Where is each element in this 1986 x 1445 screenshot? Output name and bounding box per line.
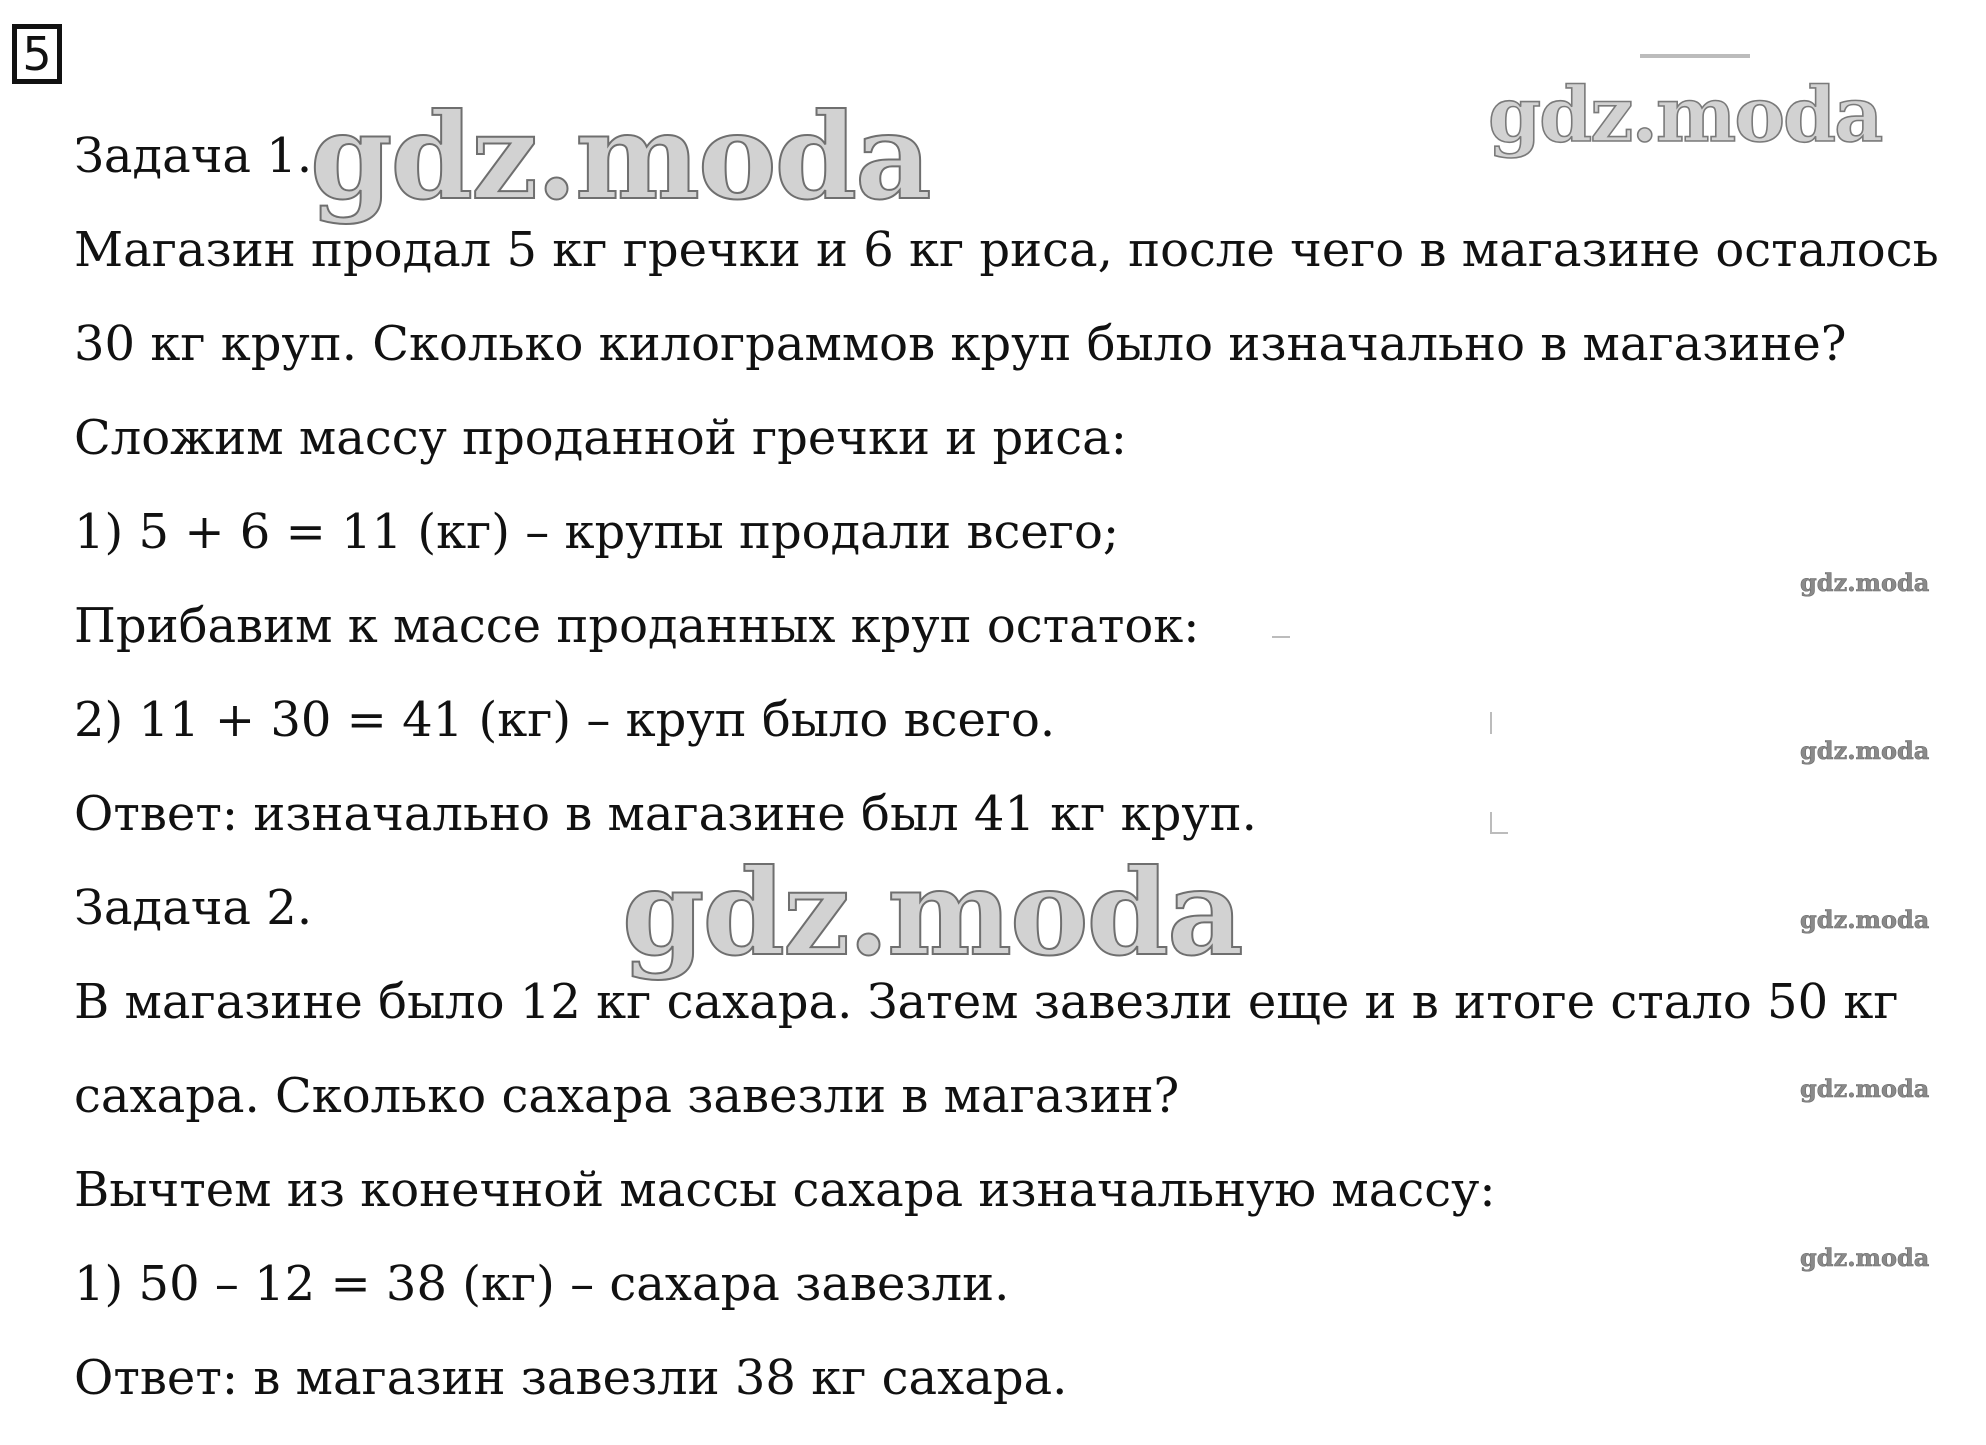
watermark-small-2: gdz.moda bbox=[1800, 736, 1930, 765]
task1-step2-intro: Прибавим к массе проданных круп остаток: bbox=[74, 598, 1200, 654]
task2-step1-intro: Вычтем из конечной массы сахара изначальную массу: bbox=[74, 1162, 1496, 1218]
task1-step1: 1) 5 + 6 = 11 (кг) – крупы продали всего; bbox=[74, 504, 1120, 560]
task2-condition-line2: сахара. Сколько сахара завезли в магазин? bbox=[74, 1068, 1180, 1124]
task2-condition-line1: В магазине было 12 кг сахара. Затем завезли еще и в итоге стало 50 кг bbox=[74, 974, 1899, 1030]
scan-artifact-tick-4 bbox=[1272, 636, 1290, 638]
watermark-large-top: gdz.moda bbox=[310, 87, 930, 226]
page-number-box: 5 bbox=[12, 24, 62, 84]
task1-condition-line1: Магазин продал 5 кг гречки и 6 кг риса, после чего в магазине осталось bbox=[74, 222, 1939, 278]
task1-step2: 2) 11 + 30 = 41 (кг) – круп было всего. bbox=[74, 692, 1056, 748]
watermark-large-middle: gdz.moda bbox=[622, 843, 1242, 982]
scan-artifact-tick-1 bbox=[1490, 712, 1492, 734]
watermark-top-right: gdz.moda bbox=[1488, 70, 1882, 159]
watermark-small-1: gdz.moda bbox=[1800, 568, 1930, 597]
task2-title: Задача 2. bbox=[74, 880, 313, 936]
task1-title: Задача 1. bbox=[74, 128, 313, 184]
task1-answer: Ответ: изначально в магазине был 41 кг круп. bbox=[74, 786, 1257, 842]
scan-artifact-top bbox=[1640, 54, 1750, 58]
task2-answer: Ответ: в магазин завезли 38 кг сахара. bbox=[74, 1350, 1068, 1406]
watermark-small-4: gdz.moda bbox=[1800, 1074, 1930, 1103]
task2-step1: 1) 50 – 12 = 38 (кг) – сахара завезли. bbox=[74, 1256, 1010, 1312]
task1-condition-line2: 30 кг круп. Сколько килограммов круп было изначально в магазине? bbox=[74, 316, 1847, 372]
watermark-small-5: gdz.moda bbox=[1800, 1243, 1930, 1272]
task1-step1-intro: Сложим массу проданной гречки и риса: bbox=[74, 410, 1127, 466]
scan-artifact-tick-2 bbox=[1490, 812, 1492, 834]
watermark-small-3: gdz.moda bbox=[1800, 905, 1930, 934]
scan-artifact-tick-3 bbox=[1490, 832, 1508, 834]
